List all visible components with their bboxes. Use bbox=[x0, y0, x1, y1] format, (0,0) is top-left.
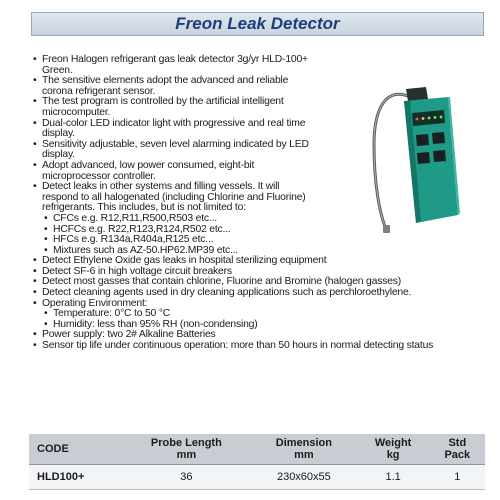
table-cell: HLD100+ bbox=[29, 465, 122, 490]
list-item: • HCFCs e.g. R22,R123,R124,R502 etc... bbox=[33, 225, 495, 236]
table-cell: 1.1 bbox=[357, 465, 430, 490]
list-item: • The sensitive elements adopt the advanced and reliable corona refrigerant sensor. bbox=[33, 76, 310, 97]
list-item: • CFCs e.g. R12,R11,R500,R503 etc... bbox=[33, 214, 495, 225]
list-item: • Sensitivity adjustable, seven level alarming indicated by LED display. bbox=[33, 140, 310, 161]
title-bar bbox=[31, 12, 484, 36]
spec-table bbox=[29, 434, 485, 490]
column-header: Dimension mm bbox=[251, 434, 356, 465]
list-item: • HFCs e.g. R134a,R404a,R125 etc... bbox=[33, 235, 495, 246]
list-item: • Detect most gasses that contain chlorine, Fluorine and Bromine (halogen gasses) bbox=[33, 277, 495, 288]
leak-detector-device-icon bbox=[370, 65, 460, 235]
list-item: • Power supply: two 2# Alkaline Batteries bbox=[33, 330, 495, 341]
page-title: Freon Leak Detector bbox=[175, 14, 340, 33]
list-item: • Detect cleaning agents used in dry cleaning applications such as perchloroethylene. bbox=[33, 288, 495, 299]
list-item: • Mixtures such as AZ-50.HP62.MP39 etc... bbox=[33, 246, 495, 257]
list-item: • Freon Halogen refrigerant gas leak detector 3g/yr HLD-100+ Green. bbox=[33, 55, 310, 76]
list-item: • Dual-color LED indicator light with progressive and real time display. bbox=[33, 119, 310, 140]
list-item: • Detect leaks in other systems and filling vessels. It will respond to all halogenated (including Chlorine and Fluorine) refrigerants. This includes, but is not limited to: bbox=[33, 182, 310, 214]
column-header: CODE bbox=[29, 434, 122, 465]
table-row bbox=[29, 465, 485, 490]
column-header: Std Pack bbox=[430, 434, 485, 465]
list-item: • Operating Environment: bbox=[33, 299, 495, 310]
list-item: • Sensor tip life under continuous operation: more than 50 hours in normal detecting status bbox=[33, 341, 495, 352]
list-item: • Temperature: 0°C to 50 °C bbox=[33, 309, 495, 320]
table-cell: 230x60x55 bbox=[251, 465, 356, 490]
table-cell: 36 bbox=[122, 465, 252, 490]
list-item: • Adopt advanced, low power consumed, eight-bit microprocessor controller. bbox=[33, 161, 310, 182]
table-header-row bbox=[29, 434, 485, 465]
list-item: • Detect SF-6 in high voltage circuit breakers bbox=[33, 267, 495, 278]
list-item: • Detect Ethylene Oxide gas leaks in hospital sterilizing equipment bbox=[33, 256, 495, 267]
table-cell: 1 bbox=[430, 465, 485, 490]
list-item: • Humidity: less than 95% RH (non-condensing) bbox=[33, 320, 495, 331]
list-item: • The test program is controlled by the artificial intelligent microcomputer. bbox=[33, 97, 310, 118]
column-header: Weight kg bbox=[357, 434, 430, 465]
column-header: Probe Length mm bbox=[122, 434, 252, 465]
